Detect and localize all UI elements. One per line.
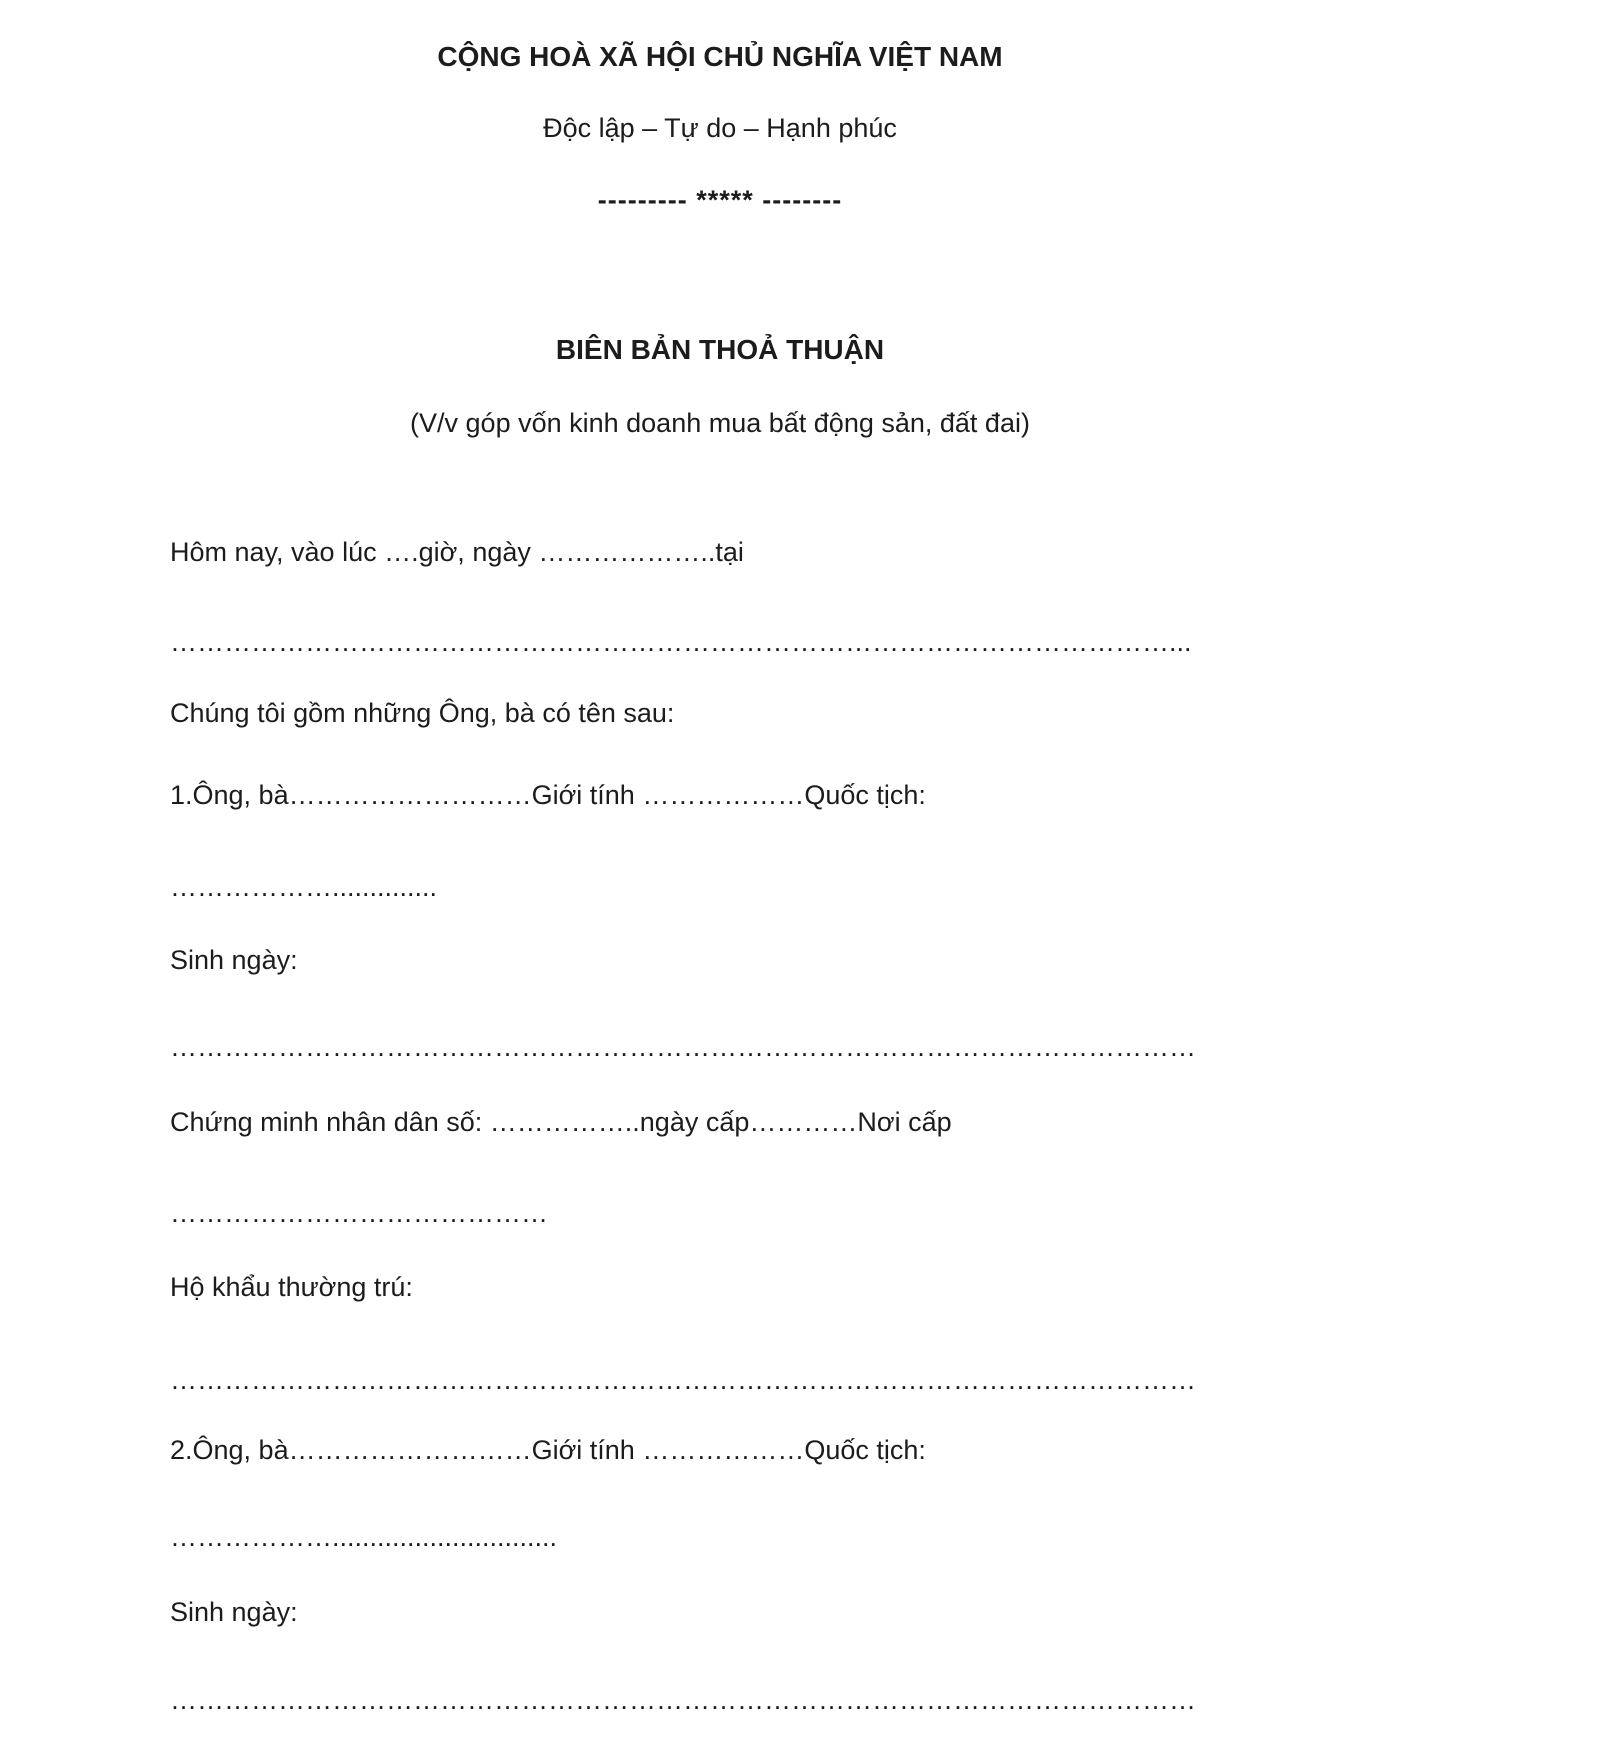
document-title: BIÊN BẢN THOẢ THUẬN — [555, 334, 885, 365]
fill-line-party1-nationality: ……………….............. — [170, 872, 438, 902]
fill-line-party2-nationality: ……………….............................. — [170, 1522, 558, 1552]
fill-line-party1-id-issue-place: …………………………………… — [170, 1198, 548, 1228]
national-header: CỘNG HOÀ XÃ HỘI CHỦ NGHĨA VIỆT NAM — [437, 41, 1003, 72]
national-motto: Độc lập – Tự do – Hạnh phúc — [543, 113, 897, 143]
form-line-party1-name-gender-nationality: 1.Ông, bà………………………Giới tính ………………Quốc tịch: — [170, 780, 926, 810]
fill-line-location: …………………………………………………………………………………………………... — [170, 627, 1192, 657]
fill-line-party2-birthdate: …………………………………………………………………………………………………… — [170, 1685, 1196, 1715]
header-separator: --------- ***** -------- — [597, 185, 843, 215]
form-line-parties-intro: Chúng tôi gồm những Ông, bà có tên sau: — [170, 698, 675, 728]
form-line-party2-name-gender-nationality: 2.Ông, bà………………………Giới tính ………………Quốc tịch: — [170, 1435, 926, 1465]
fill-line-party1-residence: …………………………………………………………………………………………………… — [170, 1365, 1196, 1395]
form-label-party1-residence: Hộ khẩu thường trú: — [170, 1272, 413, 1302]
form-line-datetime: Hôm nay, vào lúc ….giờ, ngày ………………..tại — [170, 537, 744, 567]
form-label-party1-birthdate: Sinh ngày: — [170, 945, 298, 975]
document-subtitle: (V/v góp vốn kinh doanh mua bất động sản, đất đai) — [410, 408, 1030, 438]
fill-line-party1-birthdate: …………………………………………………………………………………………………… — [170, 1032, 1196, 1062]
form-line-party1-id-card: Chứng minh nhân dân số: ……………..ngày cấp…………Nơi cấp — [170, 1107, 952, 1137]
form-label-party2-birthdate: Sinh ngày: — [170, 1597, 298, 1627]
